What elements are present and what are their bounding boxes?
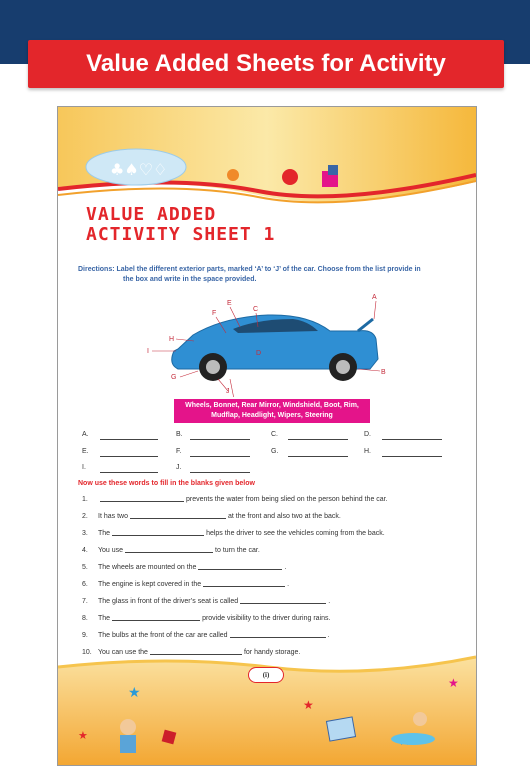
car-label-b: B <box>381 369 386 376</box>
car-label-g: G <box>171 374 177 381</box>
question-7-blank[interactable] <box>240 596 326 604</box>
directions-line-2: the box and write in the space provided. <box>123 276 257 283</box>
svg-text:★: ★ <box>78 729 88 742</box>
car-label-j: J <box>226 388 230 395</box>
question-3: 3. The helps the driver to see the vehicles coming from the back. <box>82 530 385 537</box>
answer-label-e: E. <box>82 448 89 455</box>
answer-label-b: B. <box>176 431 183 438</box>
word-list-box <box>174 399 370 423</box>
word-list-line-2: Mudflap, Headlight, Wipers, Steering <box>211 412 333 419</box>
question-5: 5. The wheels are mounted on the . <box>82 564 287 571</box>
question-8: 8. The provide visibility to the driver during rains. <box>82 615 331 622</box>
car-label-c: C <box>253 306 259 313</box>
sheet-title <box>86 205 275 245</box>
question-4-blank[interactable] <box>125 545 213 553</box>
car-illustration <box>58 279 476 397</box>
answer-label-d: D. <box>364 431 371 438</box>
car-label-f: F <box>212 310 217 317</box>
answer-blank-a[interactable] <box>100 439 158 440</box>
answer-label-i: I. <box>82 464 86 471</box>
word-list-line-1: Wheels, Bonnet, Rear Mirror, Windshield, Boot, Rim, <box>185 402 359 409</box>
question-2-blank[interactable] <box>130 511 226 519</box>
question-4: 4. You use to turn the car. <box>82 547 260 554</box>
question-6: 6. The engine is kept covered in the . <box>82 581 290 588</box>
question-2: 2. It has two at the front and also two at the back. <box>82 513 341 520</box>
title-line-1: VALUE ADDED <box>86 204 217 225</box>
answer-blank-f[interactable] <box>190 456 250 457</box>
answer-label-c: C. <box>271 431 278 438</box>
directions-line-1: Directions: Label the different exterior parts, marked ‘A’ to ‘J’ of the car. Choose from the list provide in <box>78 266 421 273</box>
svg-text:★: ★ <box>128 685 141 701</box>
svg-text:♣♠♡♢: ♣♠♡♢ <box>110 160 168 179</box>
answer-blank-j[interactable] <box>190 472 250 473</box>
car-label-d: D <box>256 350 262 357</box>
svg-text:★: ★ <box>448 676 459 690</box>
question-7: 7. The glass in front of the driver’s seat is called . <box>82 598 331 605</box>
question-5-blank[interactable] <box>198 562 282 570</box>
question-8-blank[interactable] <box>112 613 200 621</box>
page-number: (i) <box>248 667 284 683</box>
question-10: 10. You can use the for handy storage. <box>82 649 301 656</box>
answer-blank-e[interactable] <box>100 456 158 457</box>
answer-label-a: A. <box>82 431 89 438</box>
answer-label-f: F. <box>176 448 182 455</box>
car-label-h: H <box>169 336 175 343</box>
activity-sheet <box>57 106 477 766</box>
answer-blank-b[interactable] <box>190 439 250 440</box>
question-1-blank[interactable] <box>100 494 184 502</box>
car-label-a: A <box>372 294 377 301</box>
question-1: 1. prevents the water from being slied on the person behind the car. <box>82 496 388 503</box>
title-line-2: ACTIVITY SHEET 1 <box>86 224 276 245</box>
banner-title: Value Added Sheets for Activity <box>28 40 504 88</box>
question-6-blank[interactable] <box>203 579 285 587</box>
footer-decoration <box>58 627 476 765</box>
question-3-blank[interactable] <box>112 528 204 536</box>
answer-label-j: J. <box>176 464 182 471</box>
answer-label-g: G. <box>271 448 279 455</box>
answer-blank-g[interactable] <box>288 456 348 457</box>
car-label-e: E <box>227 300 232 307</box>
answer-blank-d[interactable] <box>382 439 442 440</box>
car-label-i: I <box>147 348 149 355</box>
fill-blanks-heading: Now use these words to fill in the blanks given below <box>78 480 255 487</box>
answer-blank-i[interactable] <box>100 472 158 473</box>
answer-blank-c[interactable] <box>288 439 348 440</box>
question-9: 9. The bulbs at the front of the car are called . <box>82 632 330 639</box>
answer-blank-h[interactable] <box>382 456 442 457</box>
answer-label-h: H. <box>364 448 371 455</box>
svg-text:★: ★ <box>303 698 314 712</box>
